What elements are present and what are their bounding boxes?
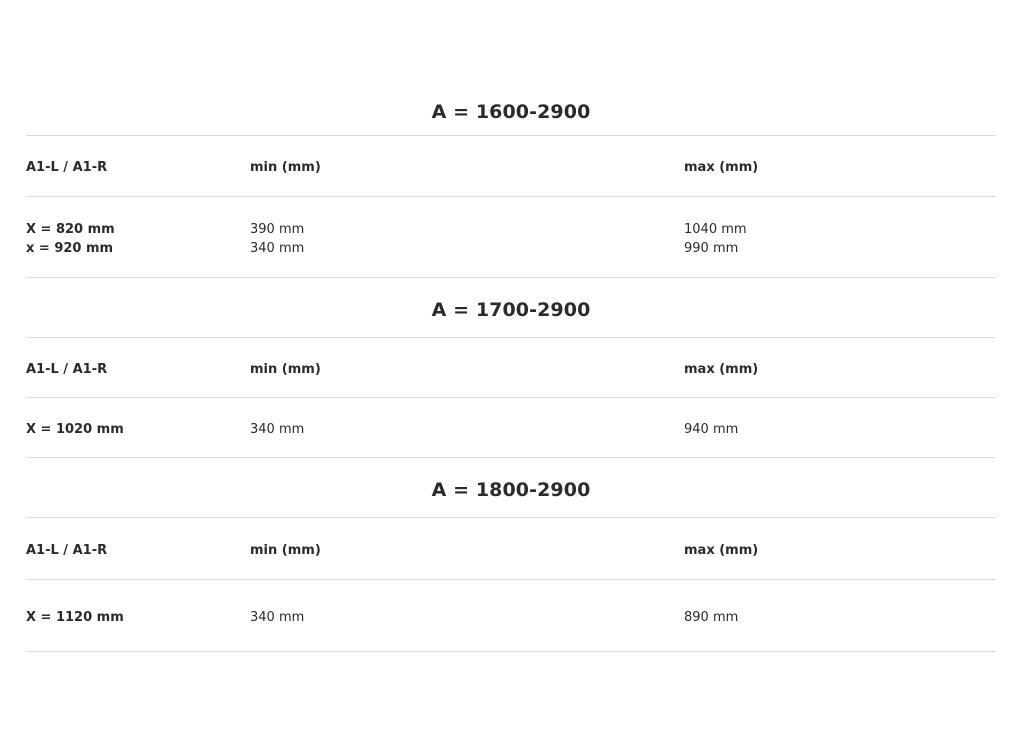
header-max: max (mm) (684, 160, 759, 175)
divider (26, 277, 996, 278)
row-x-values (26, 220, 246, 258)
divider (26, 337, 996, 338)
x-value: X = 1120 mm (26, 610, 124, 625)
min-value: 340 mm (250, 610, 305, 625)
row-max-values (684, 220, 984, 258)
min-value: 340 mm (250, 241, 305, 256)
divider (26, 397, 996, 398)
divider (26, 196, 996, 197)
x-value: X = 1020 mm (26, 422, 124, 437)
header-model: A1-L / A1-R (26, 160, 108, 175)
table-title: A = 1600-2900 (431, 101, 591, 123)
max-value: 890 mm (684, 610, 739, 625)
divider (26, 517, 996, 518)
header-min: min (mm) (250, 362, 321, 377)
table-title: A = 1700-2900 (431, 299, 591, 321)
row-min-values (250, 220, 670, 258)
header-min: min (mm) (250, 160, 321, 175)
header-max: max (mm) (684, 543, 759, 558)
min-value: 340 mm (250, 422, 305, 437)
header-max: max (mm) (684, 362, 759, 377)
table-title: A = 1800-2900 (431, 479, 591, 501)
x-value: X = 820 mm (26, 222, 115, 237)
max-value: 940 mm (684, 422, 739, 437)
divider (26, 457, 996, 458)
min-value: 390 mm (250, 222, 305, 237)
divider (26, 651, 996, 652)
divider (26, 135, 996, 136)
max-value: 990 mm (684, 241, 739, 256)
x-value: x = 920 mm (26, 241, 114, 256)
header-model: A1-L / A1-R (26, 543, 108, 558)
header-model: A1-L / A1-R (26, 362, 108, 377)
max-value: 1040 mm (684, 222, 747, 237)
divider (26, 579, 996, 580)
header-min: min (mm) (250, 543, 321, 558)
